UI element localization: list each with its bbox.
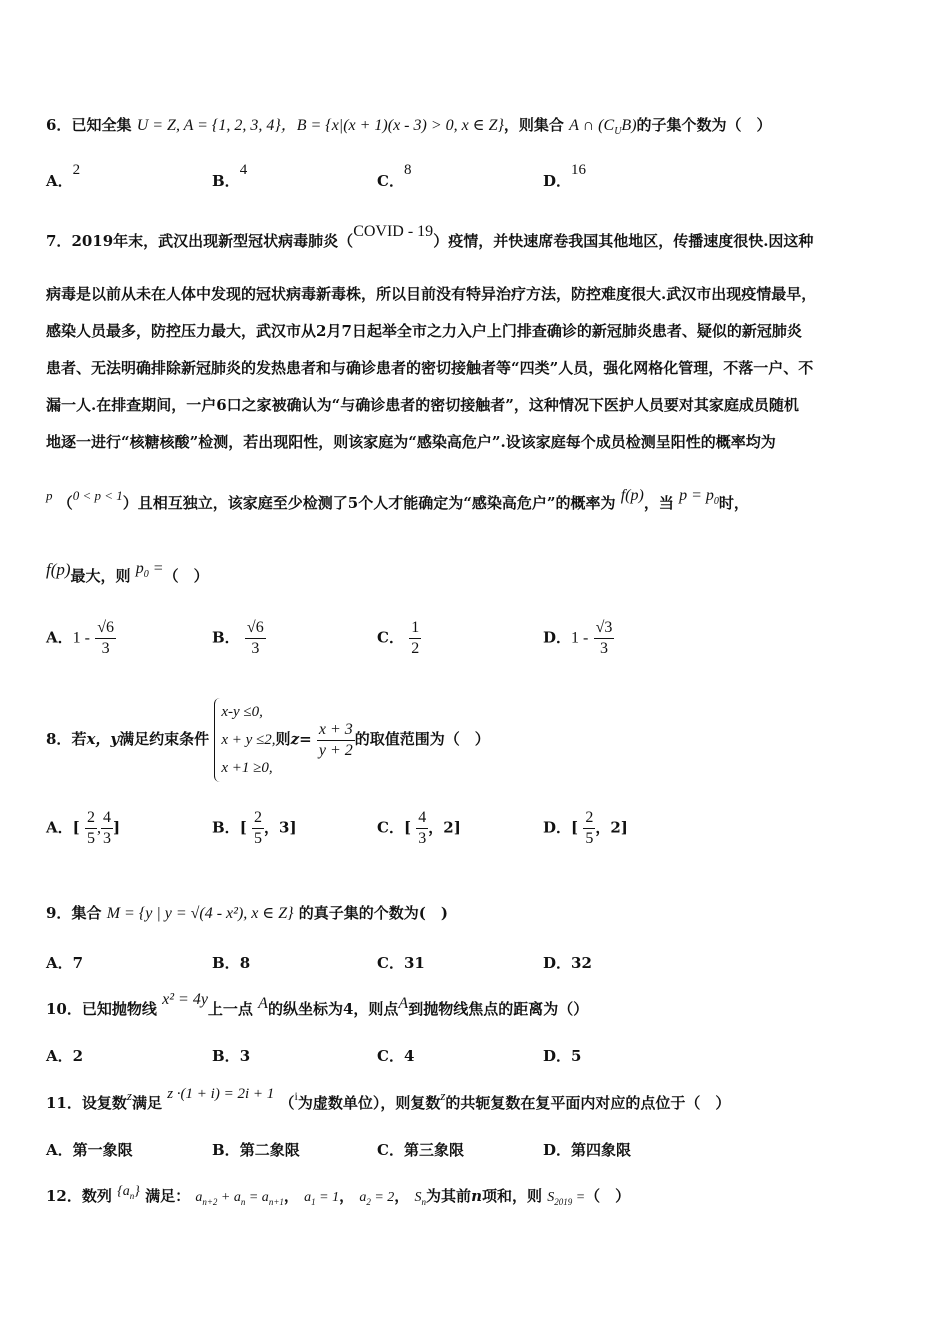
q7-option-d[interactable]: D．1 - $\frac{√3}{3}$ [543, 619, 613, 657]
question-7-line-4: 患者、无法明确排除新冠肺炎的发热患者和与确诊患者的密切接触者等“四类”人员，强化网格化管理，不落一户、不 [46, 359, 814, 377]
math-expression: M = {y | y = √(4 - x²), x ∈ Z} [106, 905, 294, 922]
q9-option-a[interactable]: A．7 [46, 954, 84, 972]
q8-option-b[interactable]: B．[ $\frac{2}{5}$ ，3] [212, 809, 297, 847]
question-number: 9． [46, 904, 72, 922]
q6-option-d[interactable]: D．16 [543, 162, 587, 190]
question-number: 12． [46, 1187, 82, 1205]
question-7-line-3: 感染人员最多，防控压力最大，武汉市从2月7日起举全市之力入户上门排查确诊的新冠肺炎患者、疑似的新冠肺炎 [46, 322, 802, 340]
q9-option-d[interactable]: D．32 [543, 954, 592, 972]
q6-option-c[interactable]: C．8 [377, 162, 412, 190]
question-number: 10． [46, 1000, 82, 1018]
q10-option-d[interactable]: D．5 [543, 1047, 582, 1065]
q10-option-c[interactable]: C．4 [377, 1047, 415, 1065]
q10-option-b[interactable]: B．3 [212, 1047, 251, 1065]
q10-option-a[interactable]: A．2 [46, 1047, 84, 1065]
question-number: 6． [46, 116, 72, 134]
question-7-line-6: 地逐一进行“核糖核酸”检测，若出现阳性，则该家庭为“感染高危户”.设该家庭每个成员检测呈阳性的概率均为 [46, 433, 776, 451]
q11-option-b[interactable]: B．第二象限 [212, 1141, 300, 1159]
question-number: 7． [46, 232, 72, 250]
q11-option-d[interactable]: D．第四象限 [543, 1141, 632, 1159]
question-7-line-2: 病毒是以前从未在人体中发现的冠状病毒新毒株，所以目前没有特异治疗方法，防控难度很大.武汉市出现疫情最早， [46, 285, 817, 303]
question-11-stem: 11．设复数z满足 z ·(1 + i) = 2i + 1 （$^i$为虚数单位），则复数z的共轭复数在复平面内对应的点位于（ ） [46, 1086, 731, 1112]
question-6-stem [46, 112, 772, 137]
q7-option-b[interactable]: B． $\frac{√6}{3}$ [212, 619, 264, 657]
question-8-stem: 8．若x，y满足约束条件 x-y ≤0, x + y ≤2, x +1 ≥0, 则z= $\frac{x + 3}{y + 2}$ 的取值范围为（ ） [46, 698, 490, 782]
q7-option-a[interactable]: A．1 - $\frac{√6}{3}$ [46, 619, 114, 657]
stem-text: 的子集个数为（ ） [636, 116, 772, 134]
question-7-line-1: 7．2019年末，武汉出现新型冠状病毒肺炎（COVID - 19）疫情，并快速席卷我国其他地区，传播速度很快.因这种 [46, 223, 814, 250]
math-expression: U = Z, A = {1, 2, 3, 4}，B = {x|(x + 1)(x - 3) > 0, x ∈ Z} [136, 117, 504, 134]
q11-option-c[interactable]: C．第三象限 [377, 1141, 464, 1159]
constraint-system: x-y ≤0, x + y ≤2, x +1 ≥0, [214, 698, 275, 782]
q6-option-b[interactable]: B．4 [212, 162, 248, 190]
q6-option-a[interactable]: A．2 [46, 162, 81, 190]
question-number: 11． [46, 1094, 82, 1112]
stem-text: ，则集合 [503, 116, 564, 134]
math-expression: A ∩ $(C_UB)$ [569, 117, 637, 138]
q9-option-c[interactable]: C．31 [377, 954, 425, 972]
question-9-stem: 9．集合 M = {y | y = √(4 - x²), x ∈ Z} 的真子集的个数为( ) [46, 904, 448, 922]
q7-option-c[interactable]: C． $\frac{1}{2}$ [377, 619, 420, 657]
question-7-line-5: 漏一人.在排查期间，一户6口之家被确认为“与确诊患者的密切接触者”，这种情况下医护人员要对其家庭成员随机 [46, 396, 799, 414]
q8-option-c[interactable]: C．[ $\frac{4}{3}$ ，2] [377, 809, 461, 847]
question-7-line-8: f(p)最大，则 $p_0$ =（ ） [46, 560, 209, 585]
covid-label: COVID - 19 [353, 223, 434, 240]
q8-option-d[interactable]: D．[ $\frac{2}{5}$ ，2] [543, 809, 628, 847]
q11-option-a[interactable]: A．第一象限 [46, 1141, 133, 1159]
stem-text: 已知全集 [71, 116, 132, 134]
question-number: 8． [46, 730, 72, 748]
q8-option-a[interactable]: A．[ $\frac{2}{5}$ , $\frac{4}{3}$ ] [46, 809, 121, 847]
question-10-stem: 10．已知抛物线 x² = 4y上一点 A的纵坐标为4，则点A到抛物线焦点的距离为（） [46, 991, 589, 1018]
question-7-line-7: p （0 < p < 1）且相互独立，该家庭至少检测了5个人才能确定为“感染高危户”的概率为 f(p)，当 $p = p_0$时， [46, 487, 749, 512]
question-12-stem: 12．数列 $\{a_n\}$ 满足： $a_{n+2} + a_n = a_{n+1}$， $a_1 = 1$， $a_2 = 2$， $S_n$为其前n项和，则 $S_{2019}$ =（ ） [46, 1184, 631, 1207]
q9-option-b[interactable]: B．8 [212, 954, 251, 972]
